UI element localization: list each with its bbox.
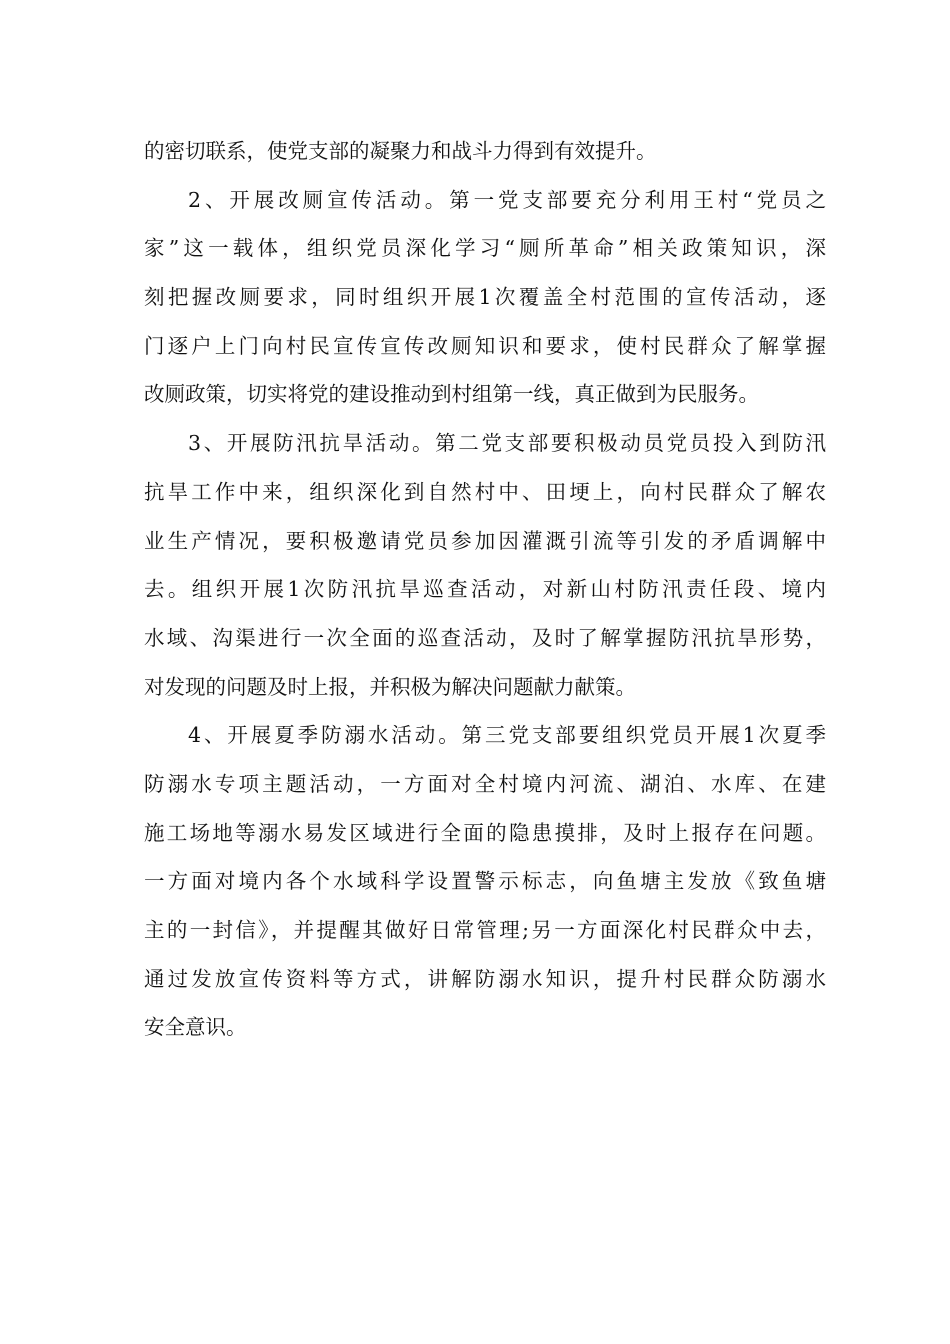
- text-line: 主的一封信》，并提醒其做好日常管理;另一方面深化村民群众中去，: [144, 918, 826, 942]
- paragraph-2-first-line: 2、开展改厕宣传活动。第一党支部要充分利用王村“党员之: [188, 187, 826, 212]
- text-line: 抗旱工作中来，组织深化到自然村中、田埂上，向村民群众了解农: [144, 479, 826, 504]
- text-line: 一方面对境内各个水域科学设置警示标志，向鱼塘主发放《致鱼塘: [144, 869, 826, 894]
- text-line: 的密切联系，使党支部的凝聚力和战斗力得到有效提升。: [144, 139, 657, 163]
- text-line: 去。组织开展1次防汛抗旱巡查活动，对新山村防汛责任段、境内: [144, 577, 826, 602]
- text-line: 防溺水专项主题活动，一方面对全村境内河流、湖泊、水库、在建: [144, 771, 826, 796]
- document-body: [144, 127, 826, 1052]
- text-line: 安全意识。: [144, 1015, 247, 1040]
- paragraph-4-first-line: 4、开展夏季防溺水活动。第三党支部要组织党员开展1次夏季: [188, 723, 826, 748]
- text-line: 通过发放宣传资料等方式，讲解防溺水知识，提升村民群众防溺水: [144, 966, 826, 991]
- text-line: 门逐户上门向村民宣传宣传改厕知识和要求，使村民群众了解掌握: [144, 333, 826, 358]
- text-line: 刻把握改厕要求，同时组织开展1次覆盖全村范围的宣传活动，逐: [144, 285, 826, 310]
- text-line: 水域、沟渠进行一次全面的巡查活动，及时了解掌握防汛抗旱形势，: [144, 625, 826, 650]
- paragraph-3-first-line: 3、开展防汛抗旱活动。第二党支部要积极动员党员投入到防汛: [188, 431, 826, 456]
- text-line: 对发现的问题及时上报，并积极为解决问题献力献策。: [144, 674, 636, 699]
- text-line: 家”这一载体，组织党员深化学习“厕所革命”相关政策知识，深: [144, 236, 826, 261]
- text-line: 施工场地等溺水易发区域进行全面的隐患摸排，及时上报存在问题。: [144, 820, 826, 845]
- text-line: 业生产情况，要积极邀请党员参加因灌溉引流等引发的矛盾调解中: [144, 528, 826, 553]
- text-line: 改厕政策，切实将党的建设推动到村组第一线，真正做到为民服务。: [144, 382, 759, 407]
